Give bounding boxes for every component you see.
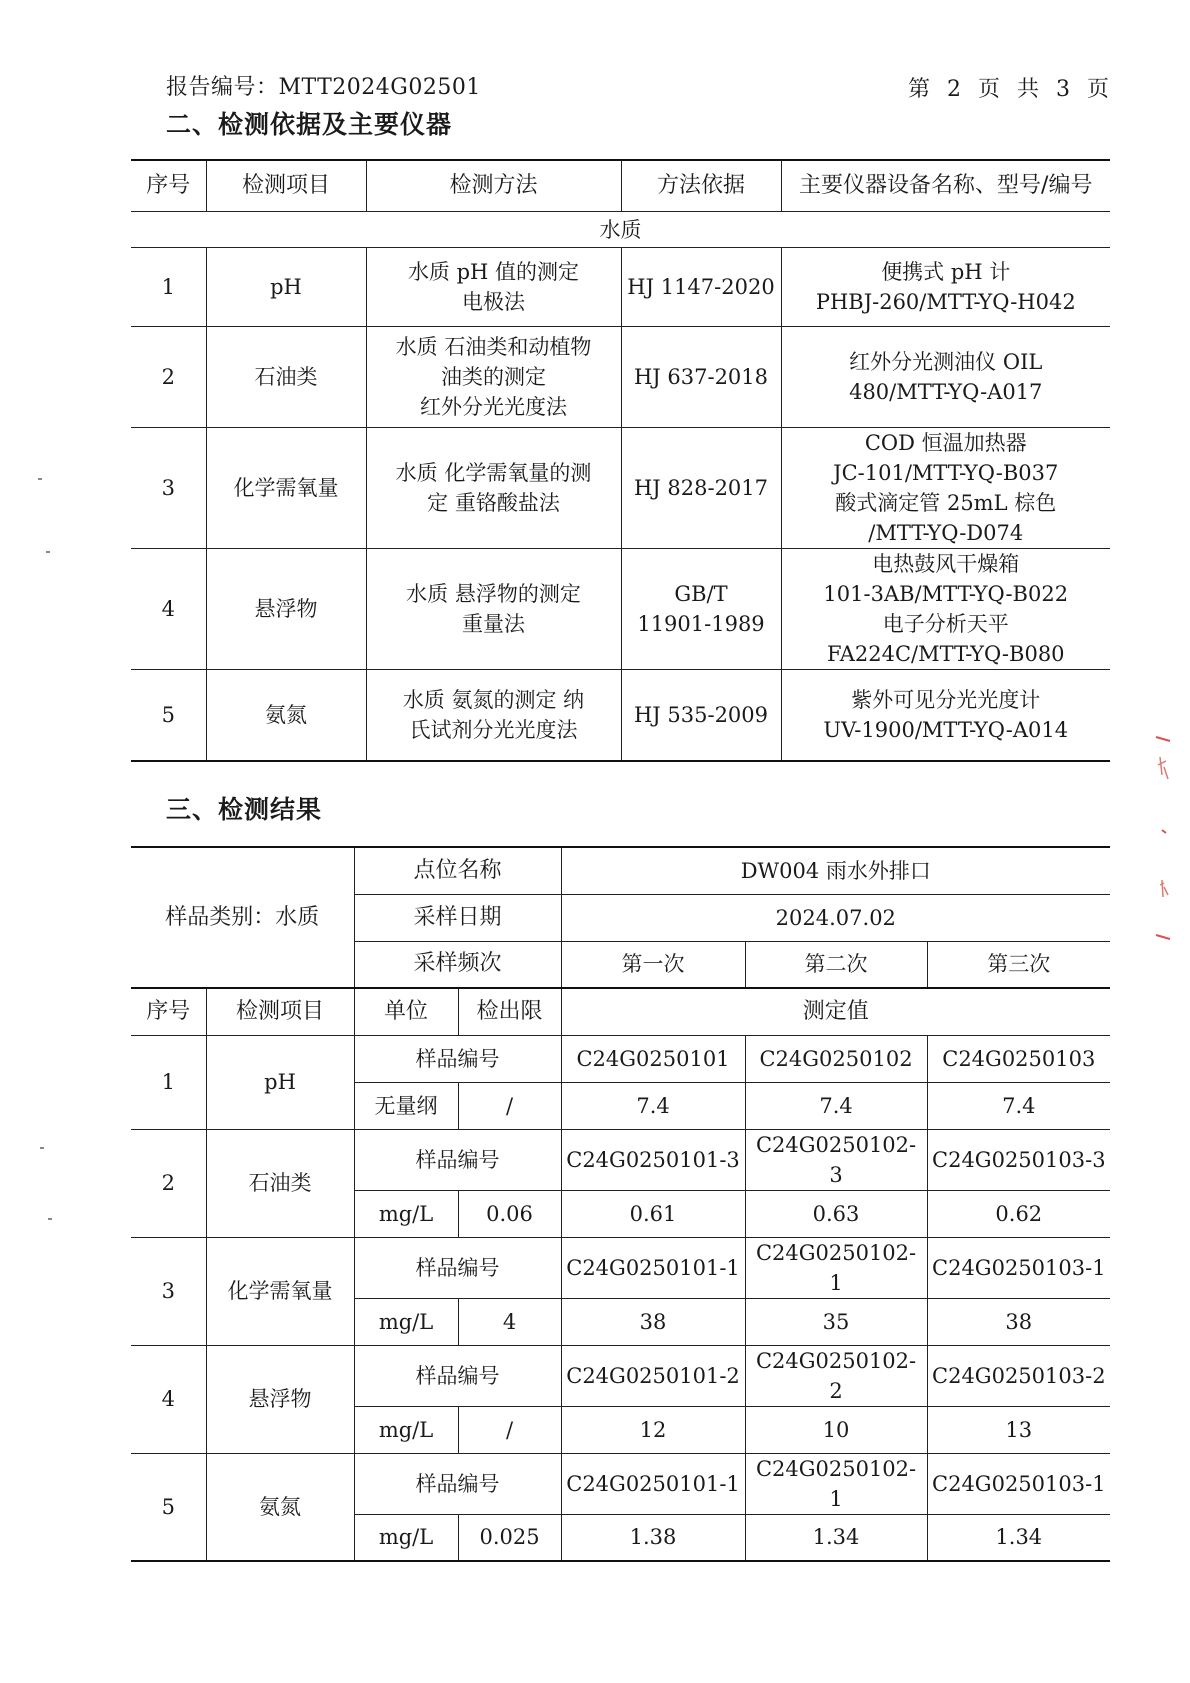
test-method: [366, 428, 621, 549]
column-header: 主要仪器设备名称、型号/编号: [781, 160, 1110, 212]
instrument: [781, 670, 1110, 762]
instrument-line: 480/MTT-YQ-A017: [849, 380, 1043, 404]
detection-limit: /: [458, 1406, 561, 1453]
sample-id: C24G0250103-1: [927, 1453, 1110, 1514]
instrument-line: PHBJ-260/MTT-YQ-H042: [815, 290, 1076, 314]
method-basis: [621, 549, 781, 670]
row-number: 4: [131, 549, 206, 670]
method-basis-line: HJ 828-2017: [633, 476, 769, 500]
sample-no-label: 样品编号: [354, 1345, 561, 1406]
scan-speck: [46, 551, 50, 553]
measured-value: 0.62: [927, 1190, 1110, 1237]
method-basis: [621, 248, 781, 327]
instrument-line: COD 恒温加热器: [864, 431, 1027, 455]
detection-limit: 4: [458, 1298, 561, 1345]
report-number: 报告编号：MTT2024G02501: [166, 75, 481, 100]
unit: mg/L: [354, 1514, 458, 1561]
instrument-line: 便携式 pH 计: [881, 260, 1011, 284]
table-row: [131, 248, 1110, 327]
measured-value: 7.4: [745, 1082, 927, 1129]
frequency-value: 第三次: [927, 941, 1110, 988]
instrument-line: 红外分光测油仪 OIL: [849, 350, 1043, 374]
methods-header-row: [131, 160, 1110, 212]
measured-value: 10: [745, 1406, 927, 1453]
column-header: 测定值: [561, 988, 1110, 1035]
row-number: 2: [131, 327, 206, 428]
red-stamp-fragment: [1152, 735, 1172, 945]
row-number: 2: [131, 1129, 206, 1237]
sample-id: C24G0250101: [561, 1035, 745, 1082]
category-label: 水质: [131, 212, 1110, 248]
measured-value: 38: [561, 1298, 745, 1345]
column-header: 单位: [354, 988, 458, 1035]
measured-value: 35: [745, 1298, 927, 1345]
sample-id: C24G0250101-1: [561, 1453, 745, 1514]
row-number: 5: [131, 1453, 206, 1561]
method-basis: [621, 327, 781, 428]
instrument-line: /MTT-YQ-D074: [868, 521, 1024, 545]
row-number: 3: [131, 1237, 206, 1345]
instrument-line: 101-3AB/MTT-YQ-B022: [823, 582, 1069, 606]
method-basis-line: 11901-1989: [637, 612, 765, 636]
sample-id: C24G0250102-1: [745, 1237, 927, 1298]
test-method-line: 定 重铬酸盐法: [427, 491, 560, 515]
method-basis: [621, 670, 781, 762]
sample-no-label: 样品编号: [354, 1237, 561, 1298]
column-header: 检出限: [458, 988, 561, 1035]
instrument-line: JC-101/MTT-YQ-B037: [833, 461, 1059, 485]
table-row: [131, 670, 1110, 762]
column-header: 检测方法: [366, 160, 621, 212]
instrument: [781, 327, 1110, 428]
row-number: 5: [131, 670, 206, 762]
sample-type: 样品类别：水质: [131, 847, 354, 988]
unit: mg/L: [354, 1190, 458, 1237]
test-method: [366, 248, 621, 327]
measured-value: 1.38: [561, 1514, 745, 1561]
sample-id: C24G0250102: [745, 1035, 927, 1082]
test-method: [366, 549, 621, 670]
detection-limit: /: [458, 1082, 561, 1129]
table-row: [131, 428, 1110, 549]
method-basis-line: HJ 637-2018: [633, 365, 769, 389]
point-label: 点位名称: [354, 847, 561, 894]
test-method: [366, 327, 621, 428]
sample-id: C24G0250101-2: [561, 1345, 745, 1406]
test-item: 悬浮物: [206, 549, 366, 670]
measured-value: 7.4: [561, 1082, 745, 1129]
table-row: [131, 1035, 1110, 1082]
row-number: 1: [131, 1035, 206, 1129]
measured-value: 12: [561, 1406, 745, 1453]
table-row: [131, 1453, 1110, 1514]
sample-id: C24G0250103-1: [927, 1237, 1110, 1298]
test-item: 悬浮物: [206, 1345, 354, 1453]
scan-speck: [38, 478, 42, 480]
point-row: [131, 847, 1110, 894]
frequency-value: 第一次: [561, 941, 745, 988]
instrument-line: 电热鼓风干燥箱: [872, 552, 1020, 576]
date-value: 2024.07.02: [561, 894, 1110, 941]
sample-id: C24G0250103-2: [927, 1345, 1110, 1406]
scan-speck: [40, 1147, 44, 1149]
measured-value: 13: [927, 1406, 1110, 1453]
test-method-line: 油类的测定: [441, 365, 546, 389]
results-table: [131, 846, 1110, 1562]
section-title-methods: 二、检测依据及主要仪器: [166, 110, 453, 139]
method-basis-line: GB/T: [674, 582, 728, 606]
test-method-line: 电极法: [462, 290, 525, 314]
column-header: 序号: [131, 160, 206, 212]
test-method-line: 水质 化学需氧量的测: [395, 461, 592, 485]
method-basis-line: HJ 1147-2020: [627, 275, 775, 299]
test-item: 石油类: [206, 1129, 354, 1237]
test-item: 化学需氧量: [206, 1237, 354, 1345]
date-label: 采样日期: [354, 894, 561, 941]
column-header: 方法依据: [621, 160, 781, 212]
sample-no-label: 样品编号: [354, 1129, 561, 1190]
table-row: [131, 1129, 1110, 1190]
test-method: [366, 670, 621, 762]
test-method-line: 氏试剂分光光度法: [409, 718, 578, 742]
scan-speck: [48, 1218, 52, 1220]
method-basis: [621, 428, 781, 549]
sample-id: C24G0250102-3: [745, 1129, 927, 1190]
unit: 无量纲: [354, 1082, 458, 1129]
sample-id: C24G0250101-3: [561, 1129, 745, 1190]
test-method-line: 水质 石油类和动植物: [395, 335, 592, 359]
sample-id: C24G0250101-1: [561, 1237, 745, 1298]
sample-no-label: 样品编号: [354, 1453, 561, 1514]
measured-value: 7.4: [927, 1082, 1110, 1129]
test-item: 氨氮: [206, 1453, 354, 1561]
test-method-line: 水质 悬浮物的测定: [406, 582, 581, 606]
table-row: [131, 1237, 1110, 1298]
row-number: 4: [131, 1345, 206, 1453]
test-item: 石油类: [206, 327, 366, 428]
measured-value: 38: [927, 1298, 1110, 1345]
table-row: [131, 549, 1110, 670]
row-number: 1: [131, 248, 206, 327]
instrument-line: 电子分析天平: [882, 612, 1009, 636]
row-number: 3: [131, 428, 206, 549]
test-method-line: 水质 pH 值的测定: [407, 260, 580, 284]
detection-limit: 0.025: [458, 1514, 561, 1561]
column-header: 检测项目: [206, 988, 354, 1035]
instrument: [781, 248, 1110, 327]
table-row: [131, 1345, 1110, 1406]
column-header: 序号: [131, 988, 206, 1035]
measured-value: 1.34: [745, 1514, 927, 1561]
measured-value: 0.61: [561, 1190, 745, 1237]
method-basis-line: HJ 535-2009: [633, 703, 769, 727]
test-item: 氨氮: [206, 670, 366, 762]
frequency-value: 第二次: [745, 941, 927, 988]
sample-id: C24G0250103: [927, 1035, 1110, 1082]
test-item: pH: [206, 1035, 354, 1129]
sample-no-label: 样品编号: [354, 1035, 561, 1082]
sample-id: C24G0250102-1: [745, 1453, 927, 1514]
test-item: 化学需氧量: [206, 428, 366, 549]
instrument-line: 紫外可见分光光度计: [851, 688, 1041, 712]
measured-value: 0.63: [745, 1190, 927, 1237]
test-item: pH: [206, 248, 366, 327]
column-header: 检测项目: [206, 160, 366, 212]
results-header-row: [131, 988, 1110, 1035]
test-method-line: 水质 氨氮的测定 纳: [402, 688, 585, 712]
instrument-line: FA224C/MTT-YQ-B080: [826, 642, 1065, 666]
page-info: 第 2 页 共 3 页: [908, 77, 1111, 102]
category-row: [131, 212, 1110, 248]
frequency-label: 采样频次: [354, 941, 561, 988]
measured-value: 1.34: [927, 1514, 1110, 1561]
point-value: DW004 雨水外排口: [561, 847, 1110, 894]
detection-limit: 0.06: [458, 1190, 561, 1237]
test-method-line: 红外分光光度法: [420, 395, 567, 419]
table-row: [131, 327, 1110, 428]
instrument-line: 酸式滴定管 25mL 棕色: [835, 491, 1057, 515]
methods-table: [131, 159, 1110, 762]
unit: mg/L: [354, 1406, 458, 1453]
instrument-line: UV-1900/MTT-YQ-A014: [823, 718, 1069, 742]
sample-id: C24G0250102-2: [745, 1345, 927, 1406]
sample-id: C24G0250103-3: [927, 1129, 1110, 1190]
section-title-results: 三、检测结果: [166, 795, 323, 824]
unit: mg/L: [354, 1298, 458, 1345]
test-method-line: 重量法: [462, 612, 525, 636]
instrument: [781, 428, 1110, 549]
instrument: [781, 549, 1110, 670]
